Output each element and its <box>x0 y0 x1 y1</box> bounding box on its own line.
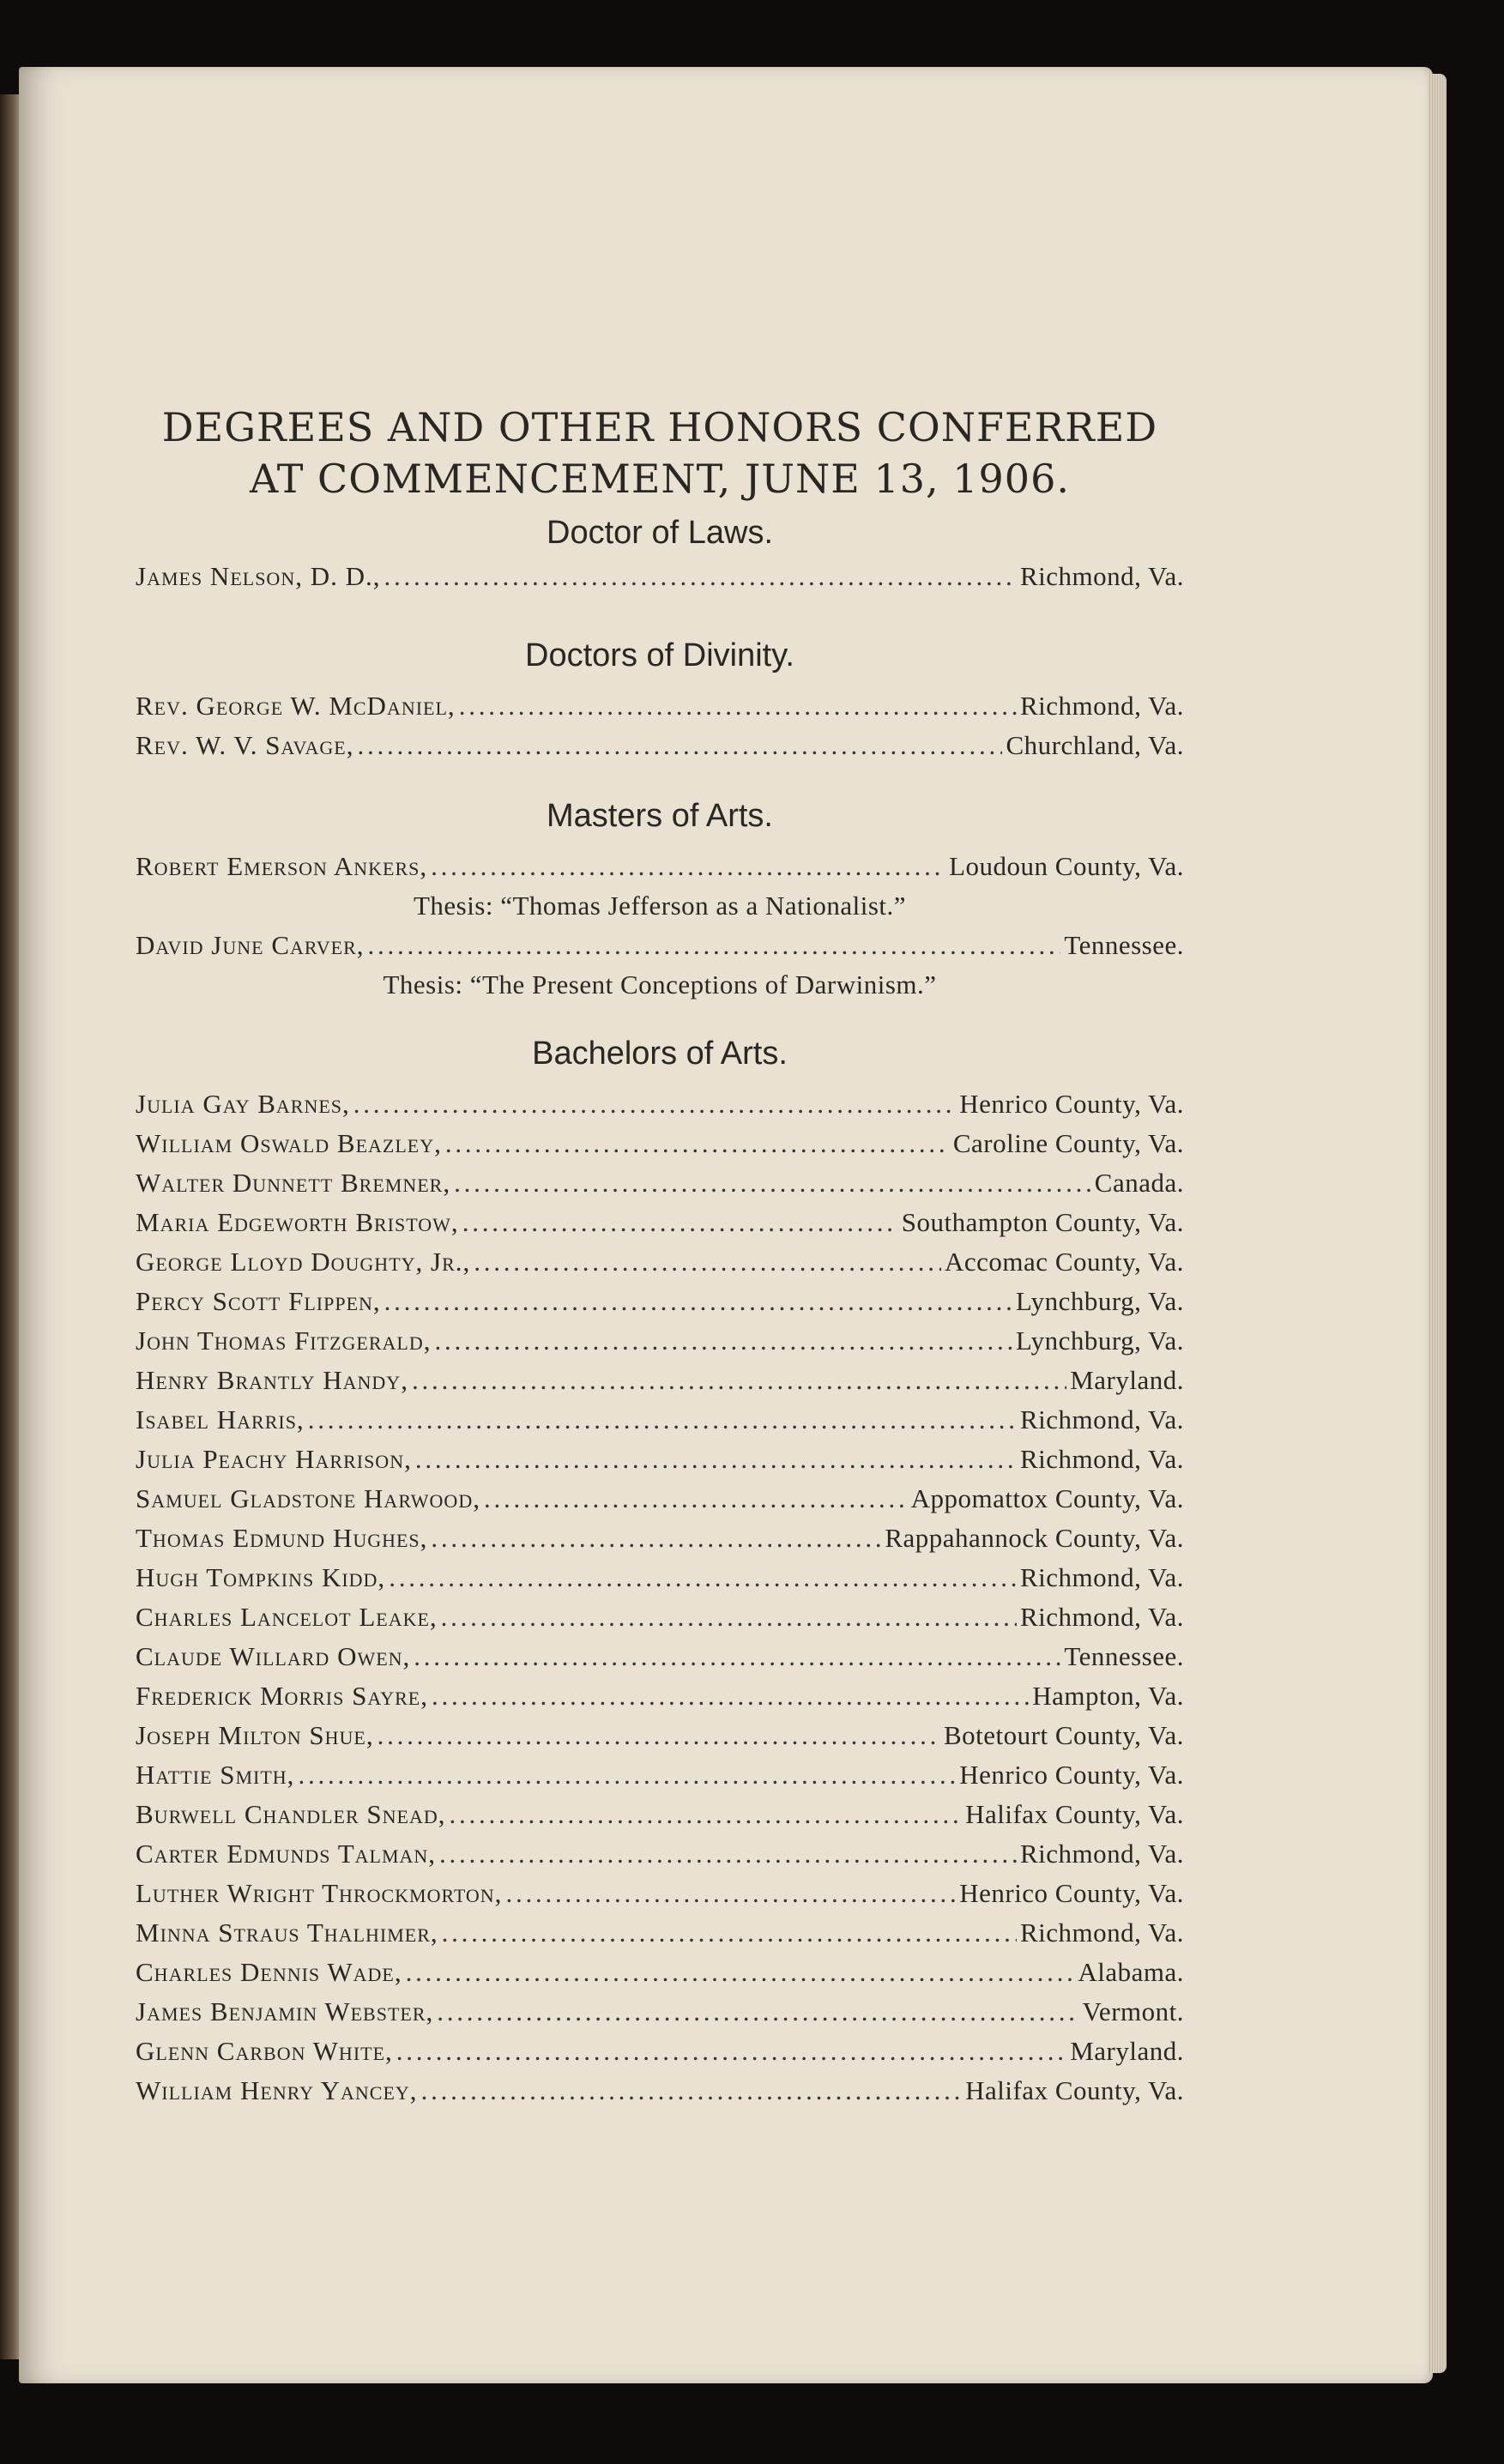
dot-leader <box>421 2071 963 2111</box>
dot-leader <box>298 1755 956 1795</box>
dot-leader <box>431 1519 881 1558</box>
honoree-place: Henrico County, Va. <box>959 1760 1184 1790</box>
honoree-place: Halifax County, Va. <box>965 2075 1184 2105</box>
honoree-name: George Lloyd Doughty, Jr., <box>136 1247 471 1277</box>
honoree-place: Hampton, Va. <box>1032 1681 1184 1711</box>
honoree-entry <box>136 1874 1184 1913</box>
honoree-entry <box>136 1834 1184 1874</box>
dot-leader <box>459 686 1017 726</box>
dot-leader <box>415 1440 1017 1479</box>
honoree-place: Botetourt County, Va. <box>943 1720 1184 1750</box>
honoree-place: Southampton County, Va. <box>901 1207 1184 1237</box>
section-heading-masters: Masters of Arts. <box>547 798 773 834</box>
honoree-entry <box>136 1716 1184 1755</box>
honoree-entry <box>136 1558 1184 1597</box>
honoree-name: Hugh Tompkins Kidd, <box>136 1562 386 1592</box>
honoree-entry <box>136 726 1184 765</box>
honoree-place: Tennessee. <box>1064 1641 1184 1671</box>
honoree-place: Richmond, Va. <box>1019 691 1184 721</box>
honoree-entry <box>136 1676 1184 1716</box>
honoree-entry <box>136 1913 1184 1953</box>
thesis-line: Thesis: “Thomas Jefferson as a Nationalist.” <box>413 891 907 921</box>
dot-leader <box>353 1084 956 1124</box>
honoree-name: James Nelson, D. D., <box>136 561 381 591</box>
honoree-name: Walter Dunnett Bremner, <box>136 1168 451 1198</box>
honoree-entry <box>136 1440 1184 1479</box>
right-page-edges <box>1428 74 1447 2373</box>
dot-leader <box>454 1163 1091 1203</box>
honoree-name: Rev. W. V. Savage, <box>136 730 354 760</box>
honoree-entry <box>136 1479 1184 1519</box>
honoree-name: James Benjamin Webster, <box>136 1996 434 2026</box>
dot-leader <box>505 1874 956 1913</box>
honoree-name: Isabel Harris, <box>136 1404 305 1434</box>
honoree-place: Richmond, Va. <box>1019 1917 1184 1948</box>
dot-leader <box>414 1637 1060 1676</box>
honoree-place: Lynchburg, Va. <box>1015 1326 1184 1356</box>
divinity-list <box>136 686 1184 765</box>
honoree-place: Accomac County, Va. <box>945 1247 1184 1277</box>
dot-leader <box>412 1361 1066 1400</box>
honoree-name: John Thomas Fitzgerald, <box>136 1326 432 1356</box>
section-heading-bachelors: Bachelors of Arts. <box>532 1036 788 1072</box>
honoree-name: Glenn Carbon White, <box>136 2036 393 2066</box>
honoree-entry <box>136 1242 1184 1282</box>
bachelors-list <box>136 1084 1184 2111</box>
honoree-name: Hattie Smith, <box>136 1760 295 1790</box>
dot-leader <box>484 1479 908 1519</box>
honoree-entry <box>136 1637 1184 1676</box>
honoree-name: Joseph Milton Shue, <box>136 1720 374 1750</box>
honoree-entry <box>136 1124 1184 1163</box>
honoree-place: Richmond, Va. <box>1019 1444 1184 1474</box>
honoree-place: Caroline County, Va. <box>952 1128 1184 1158</box>
honoree-name: Minna Straus Thalhimer, <box>136 1917 438 1948</box>
honoree-place: Vermont. <box>1082 1996 1184 2026</box>
honoree-entry <box>136 1163 1184 1203</box>
dot-leader <box>384 1282 1012 1321</box>
page-content <box>136 402 1184 2111</box>
honoree-name: Henry Brantly Handy, <box>136 1365 408 1395</box>
dot-leader <box>474 1242 941 1282</box>
honoree-entry <box>136 686 1184 726</box>
honoree-entry <box>136 2071 1184 2111</box>
honoree-entry <box>136 1282 1184 1321</box>
honoree-entry <box>136 1795 1184 1834</box>
honoree-entry <box>136 1400 1184 1440</box>
honoree-name: Julia Peachy Harrison, <box>136 1444 412 1474</box>
honoree-name: William Henry Yancey, <box>136 2075 418 2105</box>
dot-leader <box>308 1400 1017 1440</box>
dot-leader <box>368 926 1061 965</box>
honoree-name: Carter Edmunds Talman, <box>136 1839 437 1869</box>
honoree-entry <box>136 1519 1184 1558</box>
honoree-place: Lynchburg, Va. <box>1015 1286 1184 1316</box>
dot-leader <box>439 1834 1017 1874</box>
honoree-entry <box>136 1361 1184 1400</box>
honoree-name: Julia Gay Barnes, <box>136 1089 350 1119</box>
honoree-place: Canada. <box>1094 1168 1184 1198</box>
honoree-place: Richmond, Va. <box>1019 1404 1184 1434</box>
honoree-place: Appomattox County, Va. <box>910 1483 1184 1513</box>
title-line-2: AT COMMENCEMENT, JUNE 13, 1906. <box>250 456 1070 502</box>
honoree-entry <box>136 1755 1184 1795</box>
masters-list <box>136 847 1184 1005</box>
dot-leader <box>441 1597 1017 1637</box>
honoree-name: Robert Emerson Ankers, <box>136 851 428 881</box>
dot-leader <box>432 1676 1029 1716</box>
page-title <box>136 402 1184 504</box>
honoree-place: Maryland. <box>1070 2036 1184 2066</box>
thesis-line: Thesis: “The Present Conceptions of Darwinism.” <box>383 969 937 999</box>
honoree-place: Loudoun County, Va. <box>949 851 1184 881</box>
section-heading-laws: Doctor of Laws. <box>547 515 773 551</box>
honoree-name: Charles Dennis Wade, <box>136 1957 402 1987</box>
honoree-entry <box>136 2032 1184 2071</box>
honoree-name: Rev. George W. McDaniel, <box>136 691 456 721</box>
honoree-name: Claude Willard Owen, <box>136 1641 411 1671</box>
honoree-place: Richmond, Va. <box>1019 1602 1184 1632</box>
dot-leader <box>396 2032 1066 2071</box>
dot-leader <box>445 1124 950 1163</box>
title-line-1: DEGREES AND OTHER HONORS CONFERRED <box>161 404 1158 450</box>
honoree-place: Richmond, Va. <box>1019 561 1184 591</box>
honoree-place: Richmond, Va. <box>1019 1562 1184 1592</box>
honoree-name: Percy Scott Flippen, <box>136 1286 381 1316</box>
dot-leader <box>389 1558 1017 1597</box>
honoree-entry <box>136 926 1184 965</box>
honoree-place: Henrico County, Va. <box>959 1089 1184 1119</box>
laws-list <box>136 557 1184 596</box>
honoree-entry <box>136 1203 1184 1242</box>
honoree-entry <box>136 1321 1184 1361</box>
honoree-name: Burwell Chandler Snead, <box>136 1799 446 1829</box>
honoree-place: Churchland, Va. <box>1006 730 1184 760</box>
dot-leader <box>378 1716 940 1755</box>
honoree-name: David June Carver, <box>136 930 365 960</box>
honoree-place: Tennessee. <box>1064 930 1184 960</box>
dot-leader <box>462 1203 898 1242</box>
honoree-place: Alabama. <box>1078 1957 1184 1987</box>
dot-leader <box>437 1992 1078 2032</box>
honoree-entry <box>136 847 1184 886</box>
honoree-name: Maria Edgeworth Bristow, <box>136 1207 459 1237</box>
section-heading-divinity: Doctors of Divinity. <box>525 637 794 673</box>
honoree-place: Henrico County, Va. <box>959 1878 1184 1908</box>
dot-leader <box>384 557 1017 596</box>
honoree-place: Richmond, Va. <box>1019 1839 1184 1869</box>
honoree-place: Rappahannock County, Va. <box>885 1523 1184 1553</box>
honoree-entry <box>136 1084 1184 1124</box>
honoree-name: William Oswald Beazley, <box>136 1128 442 1158</box>
honoree-entry <box>136 1992 1184 2032</box>
honoree-entry <box>136 1953 1184 1992</box>
dot-leader <box>434 1321 1012 1361</box>
honoree-name: Charles Lancelot Leake, <box>136 1602 438 1632</box>
dot-leader <box>431 847 945 886</box>
honoree-entry <box>136 1597 1184 1637</box>
honoree-place: Halifax County, Va. <box>965 1799 1184 1829</box>
honoree-entry <box>136 557 1184 596</box>
honoree-name: Luther Wright Throckmorton, <box>136 1878 503 1908</box>
dot-leader <box>358 726 1003 765</box>
dot-leader <box>449 1795 962 1834</box>
dot-leader <box>406 1953 1075 1992</box>
honoree-name: Frederick Morris Sayre, <box>136 1681 428 1711</box>
honoree-place: Maryland. <box>1070 1365 1184 1395</box>
dot-leader <box>442 1913 1017 1953</box>
honoree-name: Samuel Gladstone Harwood, <box>136 1483 480 1513</box>
honoree-name: Thomas Edmund Hughes, <box>136 1523 428 1553</box>
